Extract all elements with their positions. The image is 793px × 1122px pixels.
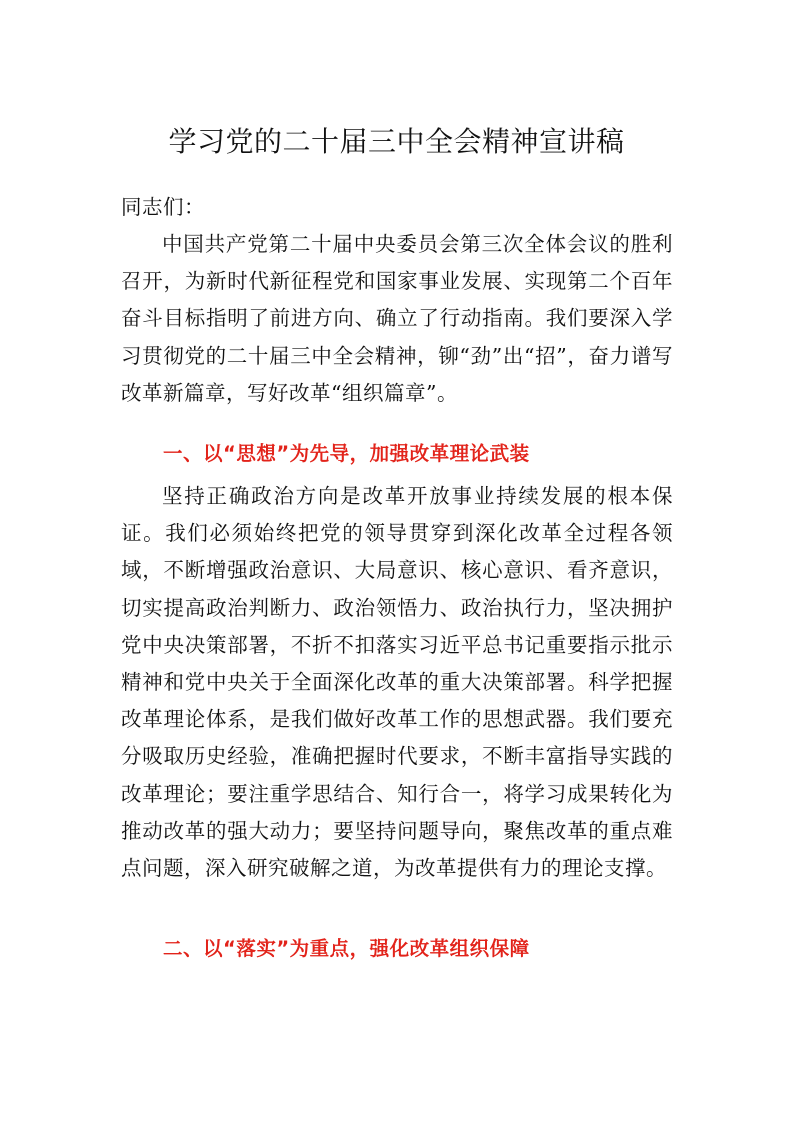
section-heading-1: 一、以“思想”为先导，加强改革理论武装: [163, 442, 530, 465]
section-heading-2: 二、以“落实”为重点，强化改革组织保障: [163, 937, 530, 960]
section-1-paragraph: 坚持正确政治方向是改革开放事业持续发展的根本保证。我们必须始终把党的领导贯穿到深化改革全过程各领域，不断增强政治意识、大局意识、核心意识、看齐意识，切实提高政治判断力、政治领悟力、政治执行力，坚决拥护党中央决策部署，不折不扣落实习近平总书记重要指示批示精神和党中央关于全面深化改革的重大决策部署。科学把握改革理论体系，是我们做好改革工作的思想武器。我们要充分吸取历史经验，准确把握时代要求，不断丰富指导实践的改革理论；要注重学思结合、知行合一，将学习成果转化为推动改革的强大动力；要坚持问题导向，聚焦改革的重点难点问题，深入研究破解之道，为改革提供有力的理论支撑。: [121, 484, 673, 881]
document-title: 学习党的二十届三中全会精神宣讲稿: [168, 125, 625, 158]
intro-paragraph: 中国共产党第二十届中央委员会第三次全体会议的胜利召开，为新时代新征程党和国家事业发展、实现第二个百年奋斗目标指明了前进方向、确立了行动指南。我们要深入学习贯彻党的二十届三中全会精神，铆“劲”出“招”，奋力谱写改革新篇章，写好改革“组织篇章”。: [121, 232, 673, 405]
salutation: 同志们：: [121, 195, 205, 219]
